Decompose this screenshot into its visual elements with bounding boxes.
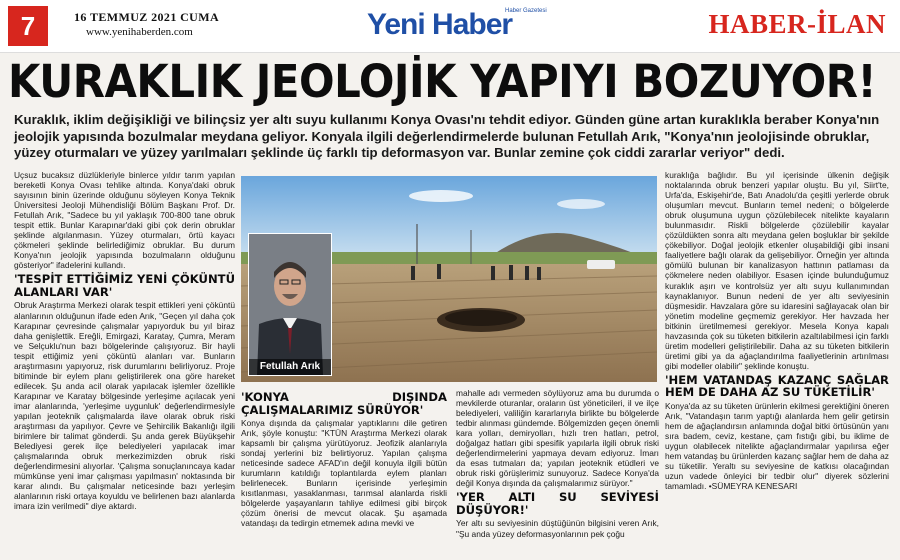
logo-tagline: Haber Gazetesi <box>505 8 547 14</box>
article-lead: Kuraklık, iklim değişikliği ve bilinçsiz yer altı suyu kullanımı Konya Ovası'nı tehdit ediyor. Günden güne artan kuraklıkla beraber Konya'nın jeolojik yapısında bozulmalar meydana geliyor. Konyala ilgili değerlendirmelerde bulunan Fetullah Arık, "Konya'nın jeolojisinde obruklar, yüzey oturmaları ve yüzey yarılmaları şeklinde üç farklı tip deformasyon var. Bunlar zemine çok ciddi zararlar veriyor" dedi. <box>14 112 880 160</box>
issue-date: 16 TEMMUZ 2021 CUMA <box>74 10 220 24</box>
paragraph: Uçsuz bucaksız düzlükleriyle binlerce yıldır tarım yapılan bereketli Konya Ovası tehlike altında. Konya'daki obruk sayısının binin üzerinde olduğunu söyleyen Konya Teknik Üniversitesi Jeoloji Mühendisliği Bölüm Başkanı Prof. Dr. Fetullah Arık, "Sadece bu yıl yaklaşık 700-800 tane obruk tespit ettik. Bunlar Karapınar'daki gibi çok derin obruklar şeklinde algılanmasın. Yüzey oturmaları, örtü kayacı çökmeleri şeklinde belirlediğimiz obruklar. Bu durum Konya'nın jeolojik yapısında bozulmaların olduğunu gösteriyor" ifadelerini kullandı. <box>14 170 235 271</box>
website-link[interactable]: www.yenihaberden.com <box>86 26 193 38</box>
portrait-caption: Fetullah Arık <box>249 359 331 375</box>
newspaper-logo: Yeni Haber <box>367 8 513 41</box>
column-3 <box>456 388 659 555</box>
subheading: 'HEM VATANDAŞ KAZANÇ SAĞLAR HEM DE DAHA AZ SU TÜKETİLİR' <box>665 372 889 400</box>
column-1 <box>14 170 235 555</box>
portrait-inset <box>248 233 332 376</box>
masthead <box>0 0 900 53</box>
section-title: HABER-İLAN <box>708 9 886 39</box>
article-headline: KURAKLIK JEOLOJİK YAPIYI BOZUYOR! <box>8 55 877 108</box>
subheading: 'KONYA DIŞINDA ÇALIŞMALARIMIZ SÜRÜYOR' <box>241 390 447 417</box>
subheading: 'TESPİT ETTİĞİMİZ YENİ ÇÖKÜNTÜ ALANLARI VAR' <box>14 272 235 299</box>
portrait-illustration <box>249 234 331 375</box>
paragraph: Yer altı su seviyesinin düştüğünün bilgisini veren Arık, "Şu anda yüzey deformasyonlarının pek çoğu <box>456 518 659 539</box>
subheading: 'YER ALTI SU SEVİYESİ DÜŞÜYOR!' <box>456 490 659 517</box>
column-2 <box>241 388 447 555</box>
paragraph: Konya'da az su tüketen ürünlerin ekilmesi gerektiğini öneren Arık, "Vatandaşın tarım yaptığı alanlarda hem gelir getirsin hem de ağaçlandırsın anlamında doğal bitki örtüsünün yanı sıra badem, ceviz, kestane, çam fıstığı gibi, bu iklime de uygun olabilecek nitelikte ağaçlandırmalar yapılırsa eğer hem vatandaş bu ürünlerden kazanç sağlar hem de daha az su tüketilir. Yeraltı su seviyesine de katkısı olacağından uzun vadede önleyici bir tedbir olur" diyerek sözlerini tamamladı. •SÜMEYRA KENESARI <box>665 400 889 492</box>
column-4 <box>665 170 889 555</box>
paragraph: Konya dışında da çalışmalar yaptıklarını dile getiren Arık, şöyle konuştu: "KTÜN Araştırma Merkezi olarak kapsamlı bir çalışma yürütüyoruz. Jeofizik alanlarıyla sondaj yerlerini biz belirtiyoruz. Yapılan çalışma neticesinde sadece AFAD'ın değil konuyla ilgili bütün kurumların katıldığı toplantılarda eylem planları belirlenecek. Bunların içerisinde yerleşimin kısıtlanması, yasaklanması, tarımsal alanlarda riskli bölgelerde yaşayanların tahliye edilmesi gibi birçok çözüm önerisi de mevcut olacak. Şu aşamada vatandaşı da tedirgin etmemek adına mevki ve <box>241 418 447 529</box>
page-number: 7 <box>8 6 48 46</box>
paragraph: mahalle adı vermeden söylüyoruz ama bu durumda o mevkilerde oturanlar, oraların üst yöneticileri, il ve ilçe belediyeleri, valiliğin kararlarıyla birlikte bu bölgelerde tedbir alınması gündemde. Bölgemizden geçen önemli kara yolları, demiryolları, hızlı tren hatları, petrol, doğalgaz hatları gibi spesifik yapılarla ilgili obruk riski değerlendirmelerini yapmaya devam ediyoruz. İmarı da esas tutmaları da; yapılan jeoteknik etüdleri ve obruk riski görüşlerimiz sunuyoruz. Sadece Konya'da değil Konya dışında da çalışmalarımız sürüyor." <box>456 388 659 489</box>
paragraph: Obruk Araştırma Merkezi olarak tespit ettikleri yeni çöküntü alanlarının olduğunun ifade eden Arık, "Geçen yıl daha çok Karapınar çevresinde çalışmalar yapıyorduk bu yıl biraz daha genişlettik. Ereğli, Emirgazi, Karatay, Çumra, Meram ve Selçuklu'nun bazı bölgelerinde çalışıyoruz. Bir hayli tespit ettiğimiz yeni çöküntü alanları var. Bunların araştırmasını yapıyoruz, risk durumlarını belirliyoruz. Proje bitiminde bir eylem planı geliştirilerek ona göre hareket edilecek. Şu anda acil olarak yapılacak işlemler özellikle Karapınar ve Karatay bölgesinde yerleşime açılacak yeni imar alanlarında, 'yerleşime uygunluk' değerlendirmesiyle yapılan jeoteknik çalışmalarda ilave olarak obruk riski araştırması da yapılıyor. Çevre ve Şehircilik Bakanlığı ilgili birimlere bir talimat gönderdi. Şu anda gerek Büyükşehir Belediyesi gerek ilçe belediyeleri yapılacak imar çalışmalarında obruk merkezimizden obruk riski değerlendirmesini alıyorlar. 'Çalışma sonuçlanıncaya kadar mümkünse yeni imar çalışması yapılmasın' noktasında bir karar alındı. Bu çalışmalar neticesinde bazı yerleşim alanlarının riski ortaya koyuldu ve belirlenen bazı alanlarda imara izin verilmedi" diye aktardı. <box>14 300 235 512</box>
paragraph: kuraklığa bağlıdır. Bu yıl içerisinde ülkenin değişik noktalarında obruk benzeri yapılar oluştu. Bu yıl, Siirt'te, Urfa'da, Eskişehir'de, Batı Anadolu'da çeşitli yerlerde obruk oluşumları mevcut. Bunların temel nedeni; o bölgelerde obruk oluşumuna uygun çözülebilecek nitelikte kayaların bulunmasıdır. Riskli bölgelerde çözülebilir kayalar çözüldükten sonra altı meydana gelen boşluklar bir şekilde çökebiliyor. Doğal jeolojik etkenler oluşabildiği gibi insani faaliyetlere bağlı olarak da gelişebiliyor. Örneğin yer altında gömülü bulunan bir kanalizasyon hattının patlaması da çökmelere neden olabiliyor. Esasen içinde bulunduğumuz kuraklık aşırı ve kontrolsüz yer altı suyu kullanımından kaynaklanıyor. Bunun nedeni de yer altı seviyesinin düşmesidir. Havzalara göre su idaresini sağlayacak olan bir yönetim modeline geçmemiz gerekiyor. Her havzada her bitkinin üretilmemesi gerekiyor. Mesela Konya kapalı havzasında çok su tüketen bitkilerin azaltılabilmesi için farklı üretim modelleri geliştirilebilir. Daha az su tüketen bitkilerin üretimi gibi ya da ağaçlandırılma faaliyetlerinin artırılması gibi modeller olabilir" şeklinde konuştu. <box>665 170 889 371</box>
